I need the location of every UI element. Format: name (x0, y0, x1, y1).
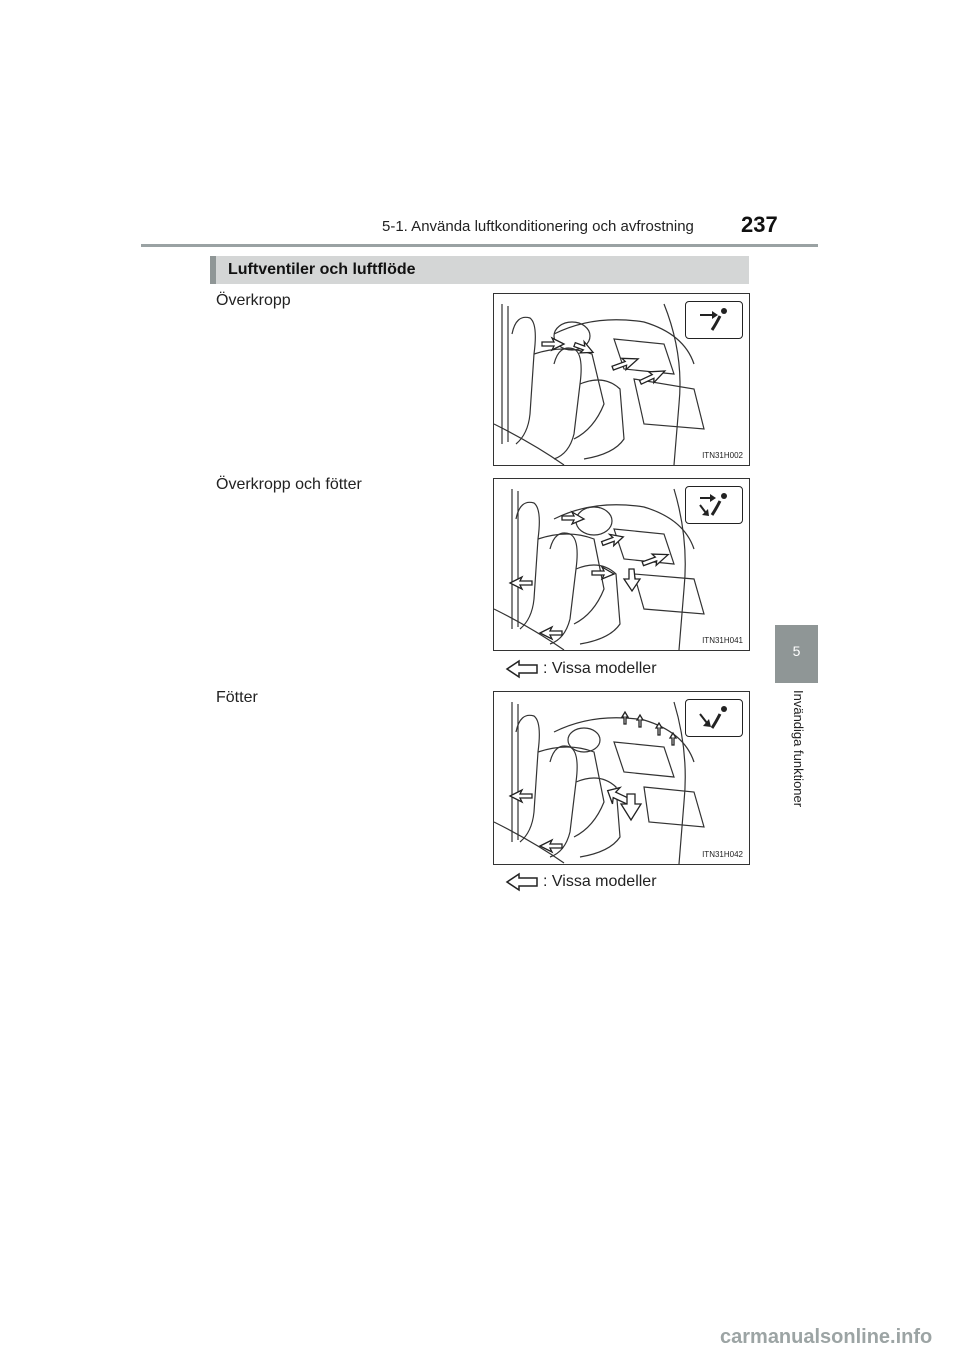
chapter-tab (775, 625, 818, 683)
header-rule (141, 244, 818, 247)
mode-label-feet: Fötter (216, 689, 258, 706)
note-text: : Vissa modeller (543, 873, 657, 890)
illustration-feet (493, 691, 750, 865)
figure-code: ITN31H042 (702, 850, 743, 859)
airflow-feet-icon (685, 699, 743, 737)
chapter-title: Invändiga funktioner (791, 690, 806, 808)
mode-label-upper-body: Överkropp (216, 292, 291, 309)
left-arrow-icon (505, 872, 539, 892)
figure-code: ITN31H041 (702, 636, 743, 645)
running-header-title: 5-1. Använda luftkonditionering och avfrostning (382, 218, 694, 235)
chapter-number: 5 (792, 643, 801, 659)
illustration-body-and-feet (493, 478, 750, 651)
page-number: 237 (741, 212, 778, 237)
airflow-upper-body-icon (685, 301, 743, 339)
left-arrow-icon (505, 659, 539, 679)
figure-code: ITN31H002 (702, 451, 743, 460)
mode-label-body-and-feet: Överkropp och fötter (216, 476, 362, 493)
watermark: carmanualsonline.info (720, 1326, 933, 1348)
airflow-body-and-feet-icon (685, 486, 743, 524)
illustration-upper-body (493, 293, 750, 466)
note-text: : Vissa modeller (543, 660, 657, 677)
section-heading-text: Luftventiler och luftflöde (228, 261, 416, 278)
section-heading (210, 256, 749, 284)
